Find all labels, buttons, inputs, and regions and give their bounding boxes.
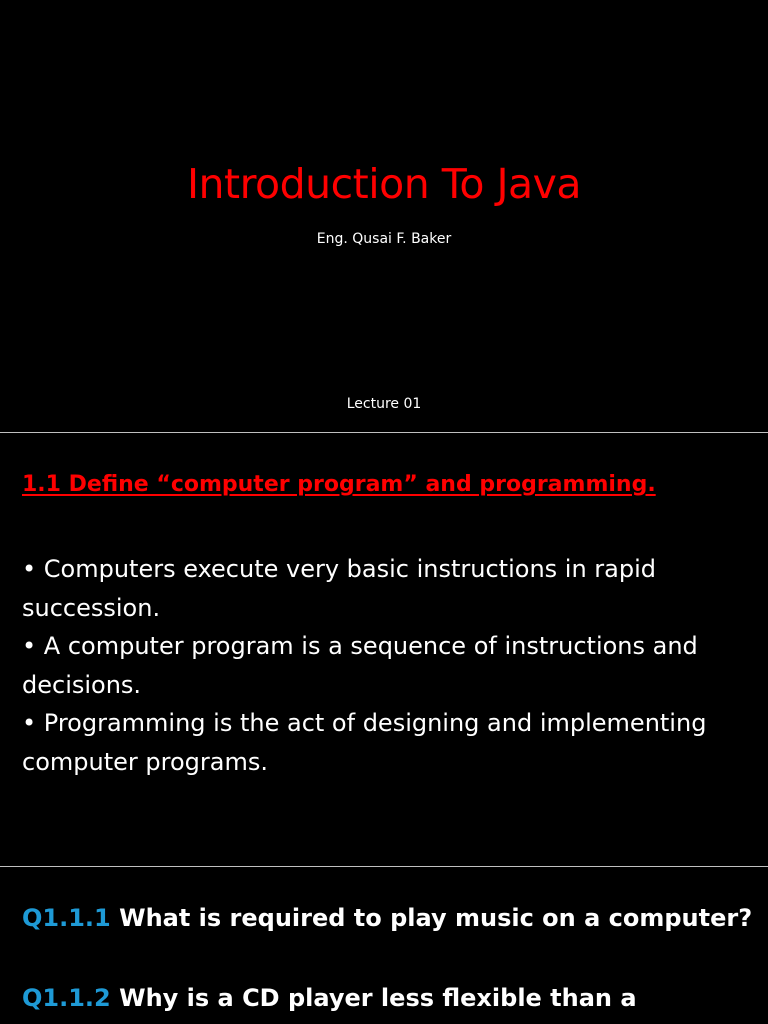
question-text: What is required to play music on a computer? <box>110 904 753 932</box>
slide-title: Introduction To Java <box>186 160 582 208</box>
question-item <box>22 984 637 1012</box>
question-number: Q1.1.1 <box>22 904 111 932</box>
title-slide <box>0 0 768 432</box>
content-slide <box>0 433 768 866</box>
section-heading: 1.1 Define “computer program” and programming. <box>22 472 656 497</box>
question-text: Why is a CD player less flexible than a <box>110 984 637 1012</box>
author-name: Eng. Qusai F. Baker <box>316 231 452 247</box>
question-number: Q1.1.2 <box>22 984 111 1012</box>
questions-slide <box>0 867 768 1024</box>
bullet-item: • A computer program is a sequence of instructions and decisions. <box>22 632 698 699</box>
lecture-label: Lecture 01 <box>346 396 422 412</box>
question-item <box>22 904 752 932</box>
bullet-item: • Computers execute very basic instructions in rapid succession. <box>22 555 657 622</box>
bullet-item: • Programming is the act of designing and implementing computer programs. <box>22 709 707 776</box>
bullet-list <box>22 550 728 781</box>
